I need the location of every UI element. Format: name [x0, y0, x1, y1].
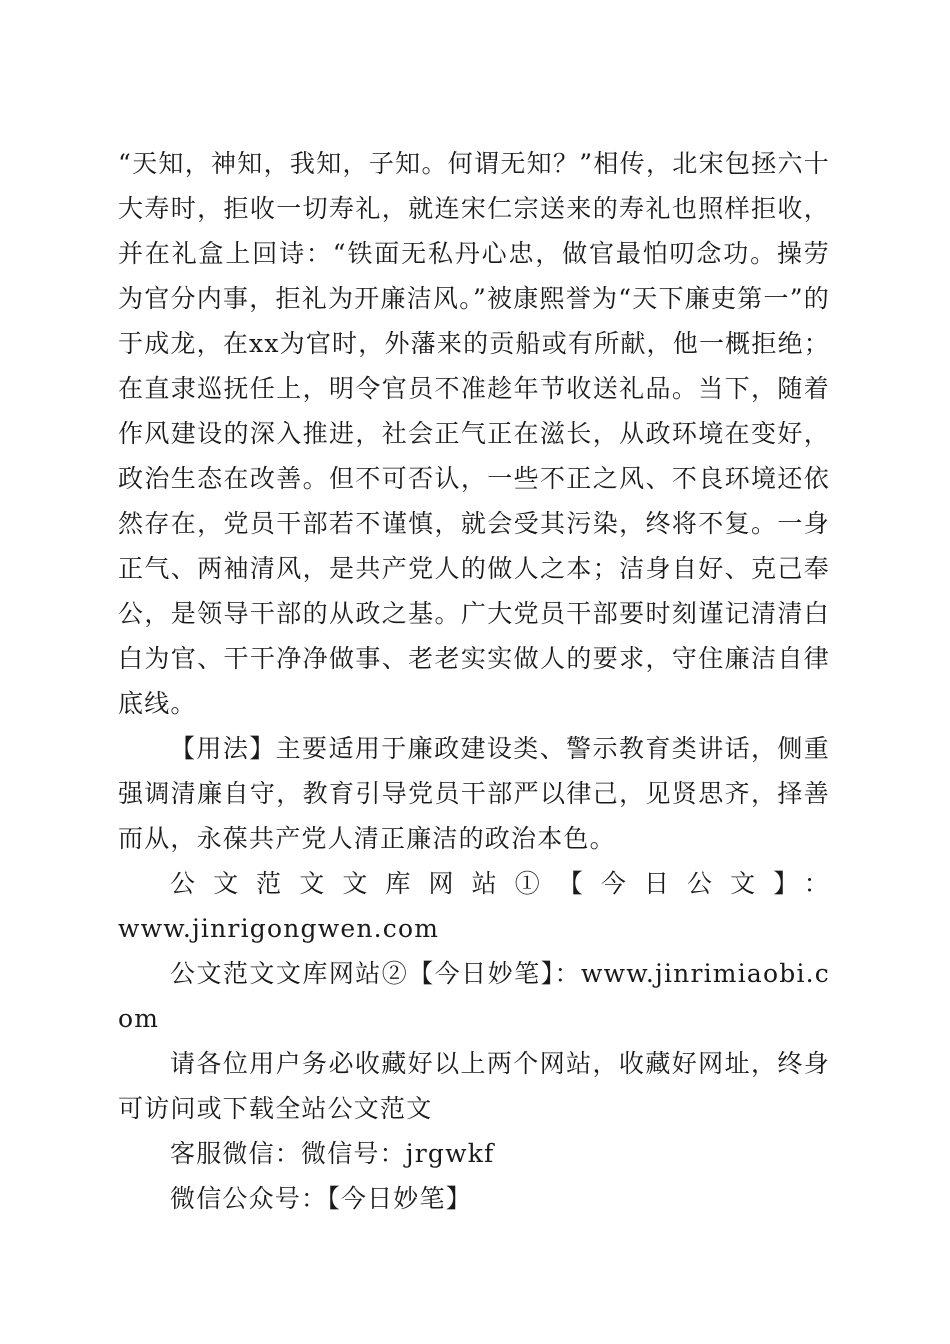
site-1-url-link[interactable]: www.jinrigongwen.com	[118, 914, 440, 943]
site-1-url-line	[118, 906, 830, 951]
site-2-line	[118, 951, 830, 1041]
notice-paragraph: 请各位用户务必收藏好以上两个网站，收藏好网址，终身可访问或下载全站公文范文	[118, 1049, 830, 1123]
document-body	[118, 141, 830, 1221]
official-account-line: 微信公众号：【今日妙笔】	[170, 1184, 472, 1213]
site-2-label: 公文范文文库网站②【今日妙笔】：	[170, 959, 582, 988]
customer-service-line: 客服微信：微信号：jrgwkf	[170, 1139, 495, 1168]
usage-paragraph: 【用法】主要适用于廉政建设类、警示教育类讲话，侧重强调清廉自守，教育引导党员干部严以律己，见贤思齐，择善而从，永葆共产党人清正廉洁的政治本色。	[118, 734, 830, 853]
site-2-url-link[interactable]: www.jinrimiaobi.com	[118, 959, 830, 1033]
paragraph-1: “天知，神知，我知，子知。何谓无知？”相传，北宋包拯六十大寿时，拒收一切寿礼，就连宋仁宗送来的寿礼也照样拒收，并在礼盒上回诗：“铁面无私丹心忠，做官最怕叨念功。操劳为官分内事，拒礼为开廉洁风。”被康熙誉为“天下廉吏第一”的于成龙，在xx为官时，外藩来的贡船或有所献，他一概拒绝；在直隶巡抚任上，明令官员不准趁年节收送礼品。当下，随着作风建设的深入推进，社会正气正在滋长，从政环境在变好，政治生态在改善。但不可否认，一些不正之风、不良环境还依然存在，党员干部若不谨慎，就会受其污染，终将不复。一身正气、两袖清风，是共产党人的做人之本；洁身自好、克己奉公，是领导干部的从政之基。广大党员干部要时刻谨记清清白白为官、干干净净做事、老老实实做人的要求，守住廉洁自律底线。	[118, 149, 830, 718]
site-1-label: 公文范文文库网站①【今日公文】：	[170, 869, 830, 898]
